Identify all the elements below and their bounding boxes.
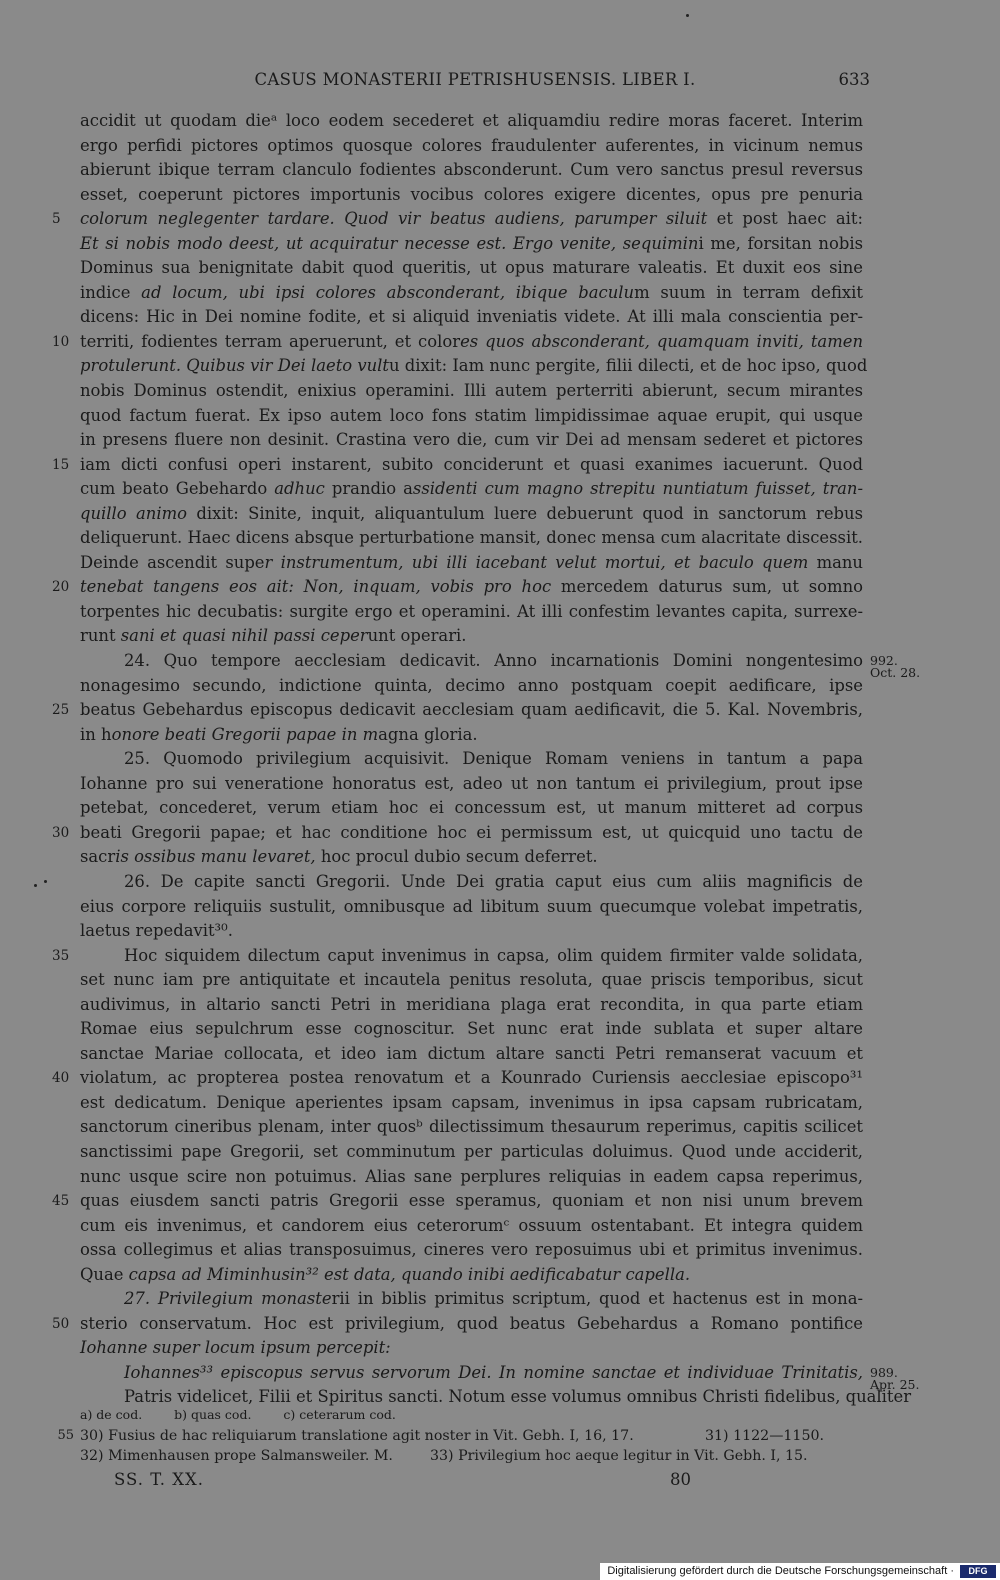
text-line xyxy=(80,1336,863,1361)
text-line xyxy=(80,404,863,429)
line-text: iam dicti confusi operi instarent, subito conciderunt et quasi exanimes iacuerunt. Quod xyxy=(80,454,863,474)
line-number: 40 xyxy=(52,1070,70,1087)
line-number: 35 xyxy=(52,947,70,964)
running-title: CASUS MONASTERII PETRISHUSENSIS. LIBER I. xyxy=(254,70,696,89)
text-line xyxy=(80,845,863,870)
text-line xyxy=(80,1042,863,1067)
line-text: Hoc siquidem dilectum caput invenimus in capsa, olim quidem firmiter valde solidata, xyxy=(124,945,863,965)
line-number: 10 xyxy=(52,333,70,350)
text-line xyxy=(52,207,863,232)
line-text: nonagesimo secundo, indictione quinta, decimo anno postquam coepit aedificare, ipse xyxy=(80,675,863,695)
text-line xyxy=(80,1238,863,1263)
line-text: ossa collegimus et alias transposuimus, cineres vero reposuimus ubi et primitus invenimus. xyxy=(80,1240,863,1260)
footnote-33: 33) Privilegium hoc aeque legitur in Vit. Gebh. I, 15. xyxy=(430,1448,808,1464)
dfg-credit-text: Digitalisierung gefördert durch die Deutsche Forschungsgemeinschaft · xyxy=(607,1565,954,1577)
apparatus-note-b: b) quas cod. xyxy=(174,1407,252,1422)
text-line xyxy=(80,134,863,159)
line-number: 25 xyxy=(52,702,70,719)
footnote-line xyxy=(80,1446,863,1466)
text-line xyxy=(80,870,863,895)
margin-date-day: Oct. 28. xyxy=(870,665,921,681)
text-line xyxy=(80,232,863,257)
text-line xyxy=(80,158,863,183)
text-line xyxy=(80,1214,863,1239)
line-text: sterio conservatum. Hoc est privilegium, quod beatus Gebehardus a Romano pontifice xyxy=(80,1313,863,1333)
line-text: deliquerunt. Haec dicens absque perturbatione mansit, donec mensa cum alacritate discessit. xyxy=(80,528,863,548)
volume-signature: SS. T. XX. xyxy=(114,1470,205,1489)
line-text: Iohannes³³ episcopus servus servorum Dei. In nomine sanctae et individuae Trinitatis, xyxy=(124,1362,863,1382)
text-line xyxy=(80,649,921,681)
line-text: torpentes hic decubatis: surgite ergo et operamini. At illi confestim levantes capita, surrexe- xyxy=(80,601,863,621)
line-text: Iohanne pro sui veneratione honoratus est, adeo ut non tantum ei privilegium, prout ipse xyxy=(80,773,863,793)
text-line xyxy=(80,305,863,330)
text-line xyxy=(52,330,863,355)
text-line xyxy=(80,1287,863,1312)
running-header xyxy=(80,70,870,94)
text-line xyxy=(52,1066,863,1091)
text-line xyxy=(80,502,863,527)
line-text: laetus repedavit³⁰. xyxy=(80,921,233,941)
text-line xyxy=(80,674,863,699)
line-text: petebat, concederet, verum etiam hoc ei concessum est, ut manum mitteret ad corpus xyxy=(80,798,863,818)
text-line xyxy=(52,821,863,846)
line-number: 5 xyxy=(52,211,61,228)
text-line xyxy=(80,526,863,551)
line-text: abierunt ibique terram clanculo fodientes absconderunt. Cum vero sanctus presul reversus xyxy=(80,160,863,180)
line-text: beati Gregorii papae; et hac conditione hoc ei permissum est, ut quicquid uno tactu de xyxy=(80,822,863,842)
line-text: sacris ossibus manu levaret, hoc procul dubio secum deferret. xyxy=(80,847,598,867)
line-text: violatum, ac propterea postea renovatum et a Kounrado Curiensis aecclesiae episcopo³¹ xyxy=(80,1068,863,1088)
line-text: Patris videlicet, Filii et Spiritus sancti. Notum esse volumus omnibus Christi fidelibus, qualiter xyxy=(124,1387,912,1407)
apparatus-notes xyxy=(80,1404,863,1426)
line-text: Deinde ascendit super instrumentum, ubi illi iacebant velut mortui, et baculo quem manu xyxy=(80,552,863,572)
line-text: sanctae Mariae collocata, et ideo iam dictum altare sancti Petri remanserat vacuum et xyxy=(80,1043,863,1063)
text-line xyxy=(52,944,863,969)
text-line xyxy=(52,1312,863,1337)
text-line xyxy=(52,1189,863,1214)
line-number: 20 xyxy=(52,579,70,596)
scan-speck xyxy=(44,880,47,883)
line-text: ergo perfidi pictores optimos quosque colores fraudulenter auferentes, in vicinum nemus xyxy=(80,135,863,155)
text-line xyxy=(80,919,863,944)
line-text: in honore beati Gregorii papae in magna gloria. xyxy=(80,724,478,744)
footnote-line xyxy=(57,1426,863,1446)
margin-date-year: 992. xyxy=(870,653,898,669)
text-line xyxy=(80,968,863,993)
text-line xyxy=(80,183,863,208)
line-text: protulerunt. Quibus vir Dei laeto vultu dixit: Iam nunc pergite, filii dilecti, et de hoc ipso, quod xyxy=(80,356,868,376)
line-text: Et si nobis modo deest, ut acquiratur necesse est. Ergo venite, sequimini me, forsitan nobis xyxy=(80,233,863,253)
text-line xyxy=(80,1361,920,1392)
line-text: nobis Dominus ostendit, enixius operamini. Illi autem perterriti abierunt, secum mirantes xyxy=(80,381,863,401)
footnote-32: 32) Mimenhausen prope Salmansweiler. M. xyxy=(80,1448,393,1464)
apparatus-note-c: c) ceterarum cod. xyxy=(283,1407,396,1422)
line-text: sanctorum cineribus plenam, inter quosᵇ dilectissimum thesaurum reperimus, capitis scilicet xyxy=(80,1117,863,1137)
line-text: cum eis invenimus, et candorem eius ceterorumᶜ ossuum ostentabant. Et integra quidem xyxy=(80,1215,863,1235)
line-text: 26. De capite sancti Gregorii. Unde Dei gratia caput eius cum aliis magnificis de xyxy=(124,871,863,891)
text-line xyxy=(80,1017,863,1042)
sheet-number: 80 xyxy=(670,1470,691,1489)
line-text: eius corpore reliquiis sustulit, omnibusque ad libitum suum quecumque volebat impetratis, xyxy=(80,896,863,916)
apparatus-note-a: a) de cod. xyxy=(80,1407,143,1422)
text-line xyxy=(80,1115,863,1140)
text-line xyxy=(80,281,863,306)
footnote-30: 30) Fusius de hac reliquiarum translatione agit noster in Vit. Gebh. I, 16, 17. xyxy=(80,1428,634,1444)
text-line xyxy=(80,895,863,920)
text-line xyxy=(80,551,863,576)
text-line xyxy=(80,1263,863,1288)
text-line xyxy=(80,477,863,502)
line-text: quillo animo dixit: Sinite, inquit, aliquantulum luere debuerunt quod in sanctorum rebus xyxy=(80,503,863,523)
footnotes xyxy=(57,1404,863,1466)
line-text: quas eiusdem sancti patris Gregorii esse speramus, quoniam et non nisi unum brevem xyxy=(80,1191,863,1211)
line-text: set nunc iam pre antiquitate et incautela penitus resoluta, quae priscis temporibus, sicut xyxy=(80,970,863,990)
line-number: 45 xyxy=(52,1193,70,1210)
line-text: indice ad locum, ubi ipsi colores absconderant, ibique baculum suum in terram defixit xyxy=(80,282,864,302)
text-line xyxy=(80,772,863,797)
line-text: territi, fodientes terram aperuerunt, et colores quos absconderant, quamquam inviti, tamen xyxy=(80,331,863,351)
scan-speck xyxy=(34,884,37,887)
line-text: Romae eius sepulchrum esse cognoscitur. Set nunc erat inde sublata et super altare xyxy=(80,1019,863,1039)
line-text: beatus Gebehardus episcopus dedicavit aecclesiam quam aedificavit, die 5. Kal. Novembris, xyxy=(80,700,863,720)
line-text: accidit ut quodam dieᵃ loco eodem secederet et aliquamdiu redire moras faceret. Interim xyxy=(80,111,863,130)
line-text: cum beato Gebehardo adhuc prandio assidenti cum magno strepitu nuntiatum fuisset, tran- xyxy=(80,479,863,499)
text-line xyxy=(52,453,863,478)
main-text xyxy=(52,109,921,1410)
line-text: colorum neglegenter tardare. Quod vir beatus audiens, parumper siluit et post haec ait: xyxy=(80,209,863,229)
text-line xyxy=(80,747,863,772)
line-text: sanctissimi pape Gregorii, set comminutum per particulas doluimus. Quod unde acciderit, xyxy=(80,1141,863,1161)
line-number: 30 xyxy=(52,824,70,841)
line-text: quod factum fuerat. Ex ipso autem loco fons statim limpidissimae aquae erupit, qui usque xyxy=(80,405,863,425)
text-line xyxy=(80,256,863,281)
line-text: tenebat tangens eos ait: Non, inquam, vobis pro hoc mercedem daturus sum, ut somno xyxy=(80,577,863,597)
text-line xyxy=(80,723,863,748)
text-line xyxy=(80,796,863,821)
scan-speck xyxy=(686,14,689,17)
line-text: est dedicatum. Denique aperientes ipsam capsam, invenimus in ipsa capsam rubricatam, xyxy=(80,1092,863,1112)
dfg-credit-bar xyxy=(600,1563,1000,1580)
line-text: esset, coeperunt pictores importunis vocibus colores exigere dicentes, opus pre penuria xyxy=(80,184,863,204)
line-number: 50 xyxy=(52,1315,70,1332)
dfg-logo: DFG xyxy=(960,1565,996,1578)
margin-date-day: Apr. 25. xyxy=(870,1376,920,1392)
margin-date-year: 989. xyxy=(870,1364,898,1380)
line-text: nunc usque scire non potuimus. Alias sane perplures reliquias in eadem capsa reperimus, xyxy=(80,1166,863,1186)
page-number: 633 xyxy=(838,70,870,89)
line-text: Quae capsa ad Miminhusin³² est data, quando inibi aedificabatur capella. xyxy=(80,1264,691,1284)
line-text: audivimus, in altario sancti Petri in meridiana plaga erat recondita, in qua parte etiam xyxy=(80,994,863,1014)
text-line xyxy=(80,109,863,134)
text-line xyxy=(52,698,863,723)
text-line xyxy=(52,575,863,600)
line-number: 55 xyxy=(57,1428,74,1443)
line-text: dicens: Hic in Dei nomine fodite, et si aliquid inveniatis videte. At illi mala conscientia per- xyxy=(80,307,863,327)
text-line xyxy=(80,624,863,649)
text-line xyxy=(80,428,863,453)
text-line xyxy=(80,1140,863,1165)
text-line xyxy=(80,1165,863,1190)
text-line xyxy=(80,379,863,404)
line-text: 25. Quomodo privilegium acquisivit. Denique Romam veniens in tantum a papa xyxy=(124,749,863,769)
line-text: Iohanne super locum ipsum percepit: xyxy=(80,1338,391,1358)
line-text: 27. Privilegium monasterii in biblis primitus scriptum, quod et hactenus est in mona- xyxy=(124,1289,863,1309)
line-text: runt sani et quasi nihil passi ceperunt operari. xyxy=(80,626,467,646)
line-text: 24. Quo tempore aecclesiam dedicavit. Anno incarnationis Domini nongentesimo xyxy=(124,651,863,671)
text-line xyxy=(80,600,863,625)
line-text: Dominus sua benignitate dabit quod queritis, ut opus maturare valeatis. Et duxit eos sine xyxy=(80,258,863,278)
line-number: 15 xyxy=(52,456,70,473)
text-line xyxy=(80,993,863,1018)
footnote-31: 31) 1122—1150. xyxy=(705,1428,825,1444)
line-text: in presens fluere non desinit. Crastina vero die, cum vir Dei ad mensam sederet et pictores xyxy=(80,430,863,450)
text-line xyxy=(80,354,868,379)
text-line xyxy=(80,1091,863,1116)
